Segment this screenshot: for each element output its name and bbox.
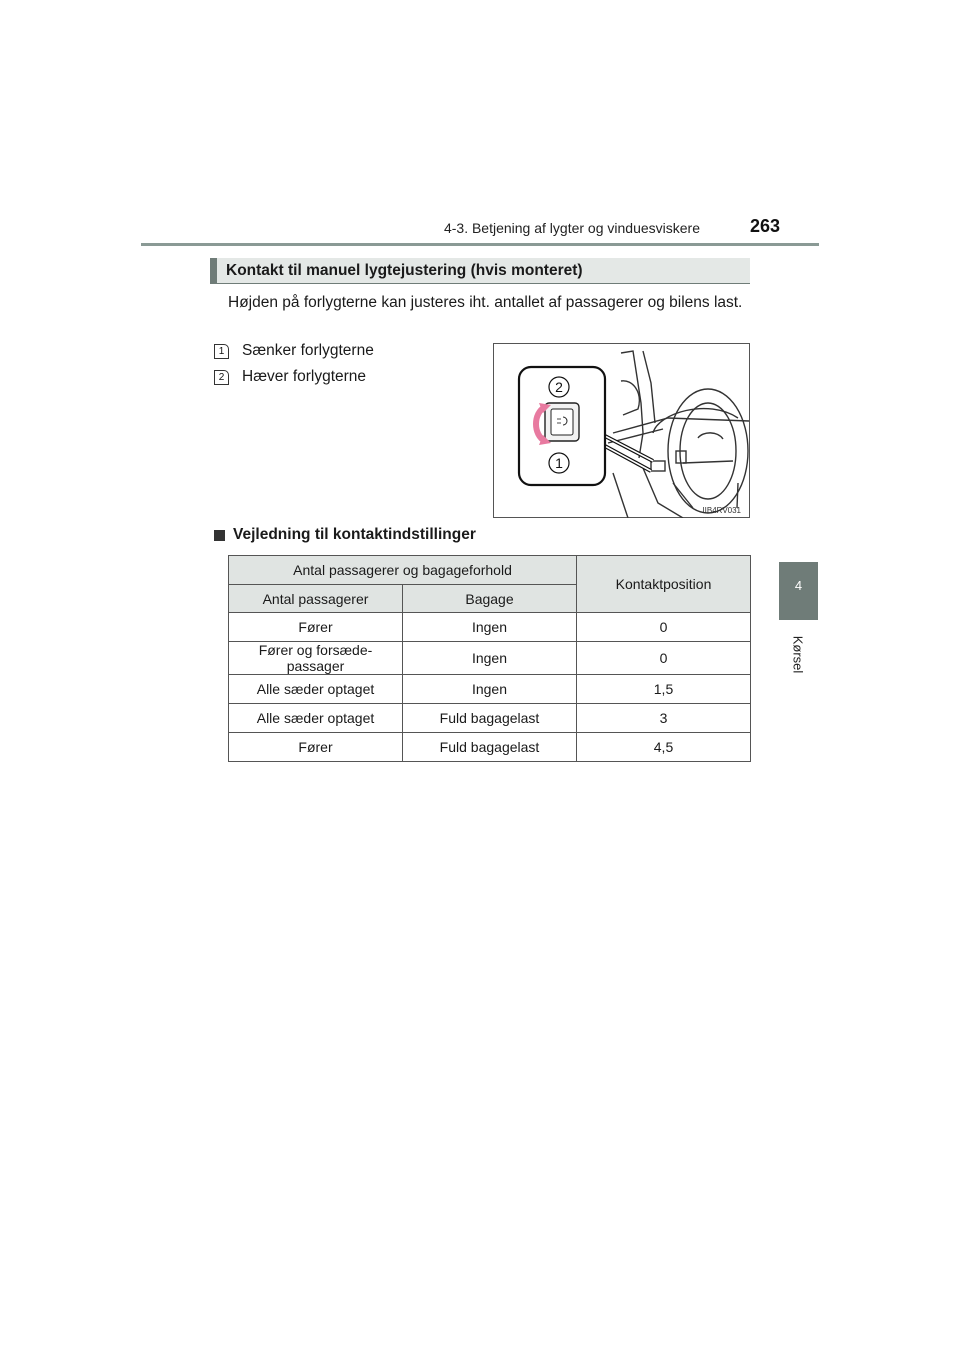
table-row bbox=[229, 675, 751, 704]
header-divider bbox=[141, 243, 819, 246]
chapter-label-text: Kørsel bbox=[790, 635, 806, 673]
table-row bbox=[229, 642, 751, 675]
cell-luggage: Fuld bagagelast bbox=[403, 704, 577, 733]
callout-label-2: 2 bbox=[555, 379, 563, 395]
section-heading-text: Kontakt til manuel lygtejustering (hvis monteret) bbox=[226, 262, 583, 279]
section-heading-bar bbox=[210, 258, 217, 284]
item-text: Hæver forlygterne bbox=[242, 368, 367, 385]
cell-position: 4,5 bbox=[577, 733, 751, 762]
cell-position: 0 bbox=[577, 613, 751, 642]
guide-heading bbox=[214, 526, 476, 544]
cell-passengers: Fører og forsæde-passager bbox=[229, 642, 403, 675]
cell-luggage: Fuld bagagelast bbox=[403, 733, 577, 762]
header-title: 4-3. Betjening af lygter og vinduesviskere bbox=[443, 220, 700, 236]
cell-passengers: Alle sæder optaget bbox=[229, 704, 403, 733]
table-row bbox=[229, 613, 751, 642]
cell-position: 3 bbox=[577, 704, 751, 733]
section-heading bbox=[210, 258, 750, 284]
cell-luggage: Ingen bbox=[403, 675, 577, 704]
cell-passengers: Alle sæder optaget bbox=[229, 675, 403, 704]
cell-position: 0 bbox=[577, 642, 751, 675]
item-text: Sænker forlygterne bbox=[242, 342, 374, 359]
cell-luggage: Ingen bbox=[403, 613, 577, 642]
item-number-badge: 1 bbox=[214, 344, 229, 359]
table-header-row bbox=[229, 556, 751, 585]
group-header: Antal passagerer og bagageforhold bbox=[229, 556, 577, 585]
position-header: Kontaktposition bbox=[577, 556, 751, 613]
callout-label-1: 1 bbox=[555, 455, 563, 471]
cell-passengers: Fører bbox=[229, 613, 403, 642]
switch-settings-table bbox=[228, 555, 751, 762]
table-row bbox=[229, 704, 751, 733]
figure-code: IIB4RV031 bbox=[702, 506, 741, 515]
cell-passengers: Fører bbox=[229, 733, 403, 762]
table-row bbox=[229, 733, 751, 762]
intro-paragraph: Højden på forlygterne kan justeres iht. antallet af passagerer og bilens last. bbox=[228, 294, 743, 311]
cell-luggage: Ingen bbox=[403, 642, 577, 675]
headlight-switch-illustration bbox=[493, 343, 750, 518]
passengers-header: Antal passagerer bbox=[229, 585, 403, 613]
chapter-label bbox=[772, 632, 824, 676]
cell-position: 1,5 bbox=[577, 675, 751, 704]
list-item bbox=[214, 367, 366, 387]
guide-heading-text: Vejledning til kontaktindstillinger bbox=[233, 526, 476, 543]
chapter-tab-number: 4 bbox=[794, 578, 803, 593]
luggage-header: Bagage bbox=[403, 585, 577, 613]
square-bullet-icon bbox=[214, 530, 225, 541]
item-number-badge: 2 bbox=[214, 370, 229, 385]
page-number: 263 bbox=[749, 216, 780, 236]
list-item bbox=[214, 341, 374, 361]
